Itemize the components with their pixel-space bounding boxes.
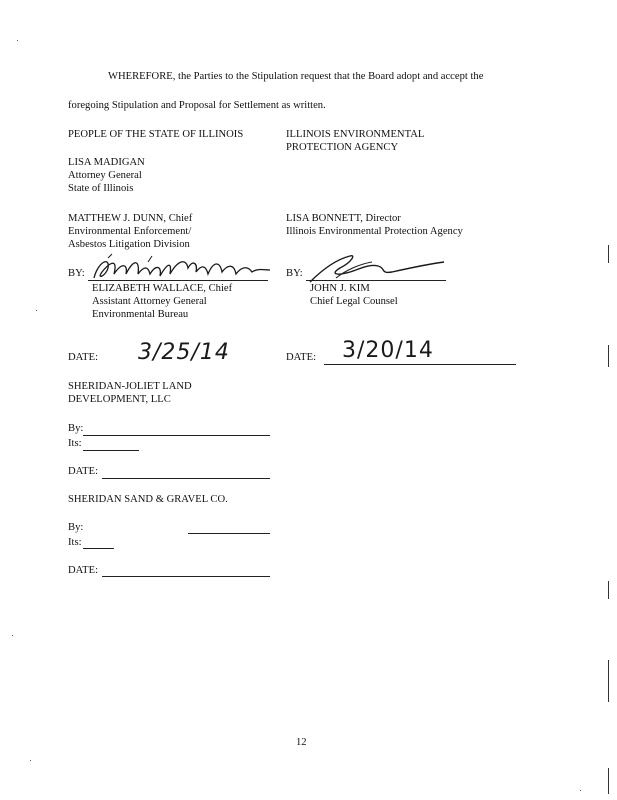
dunn-name: MATTHEW J. DUNN, Chief: [68, 213, 193, 224]
scan-mark: [608, 768, 609, 794]
wallace-signature: [88, 252, 278, 286]
date-label-right: DATE:: [286, 352, 317, 363]
ssg-date-label: DATE:: [68, 565, 99, 576]
dunn-block: [68, 213, 192, 252]
wherefore-paragraph-line1: WHEREFORE, the Parties to the Stipulation request that the Board adopt and accept the: [108, 71, 484, 82]
kim-title: Chief Legal Counsel: [310, 295, 398, 307]
ssg-its-line: [83, 548, 114, 549]
scan-speck: [580, 790, 581, 791]
scan-mark: [608, 660, 609, 702]
iepa-heading: [286, 129, 424, 155]
ag-name: LISA MADIGAN: [68, 157, 145, 168]
dunn-division-2: Asbestos Litigation Division: [68, 238, 190, 250]
date-right-value: 3/20/14: [342, 338, 434, 363]
wallace-title: Assistant Attorney General: [92, 295, 207, 307]
wallace-block: [92, 283, 232, 322]
wherefore-paragraph-line2: foregoing Stipulation and Proposal for Settlement as written.: [68, 100, 326, 111]
dunn-division: Environmental Enforcement/: [68, 225, 192, 237]
by-label-left: BY:: [68, 268, 85, 279]
bonnett-agency: Illinois Environmental Protection Agency: [286, 225, 463, 237]
date-label-left: DATE:: [68, 352, 99, 363]
sj-date-line: [102, 478, 270, 479]
kim-name: JOHN J. KIM: [310, 283, 370, 294]
scan-speck: [17, 40, 18, 41]
wallace-bureau: Environmental Bureau: [92, 308, 189, 320]
attorney-general-block: [68, 157, 145, 196]
ssg-by-line: [188, 533, 270, 534]
scan-mark: [608, 581, 609, 599]
sj-by-line: [83, 435, 270, 436]
bonnett-name: LISA BONNETT, Director: [286, 213, 401, 224]
sj-its-line: [83, 450, 139, 451]
sheridan-sand-heading: SHERIDAN SAND & GRAVEL CO.: [68, 494, 228, 505]
page-number: 12: [296, 737, 307, 748]
by-label-right: BY:: [286, 268, 303, 279]
ag-state: State of Illinois: [68, 182, 134, 194]
ssg-its-label: Its:: [68, 537, 82, 548]
sj-by-label: By:: [68, 423, 84, 434]
scan-speck: [30, 760, 31, 761]
iepa-heading-line1: ILLINOIS ENVIRONMENTAL: [286, 129, 425, 140]
kim-block: [310, 283, 398, 309]
sheridan-joliet-line2: DEVELOPMENT, LLC: [68, 393, 171, 405]
ag-title: Attorney General: [68, 169, 142, 181]
sheridan-joliet-line1: SHERIDAN-JOLIET LAND: [68, 381, 192, 392]
scan-mark: [608, 245, 609, 263]
ssg-date-line: [102, 576, 270, 577]
kim-signature: [300, 248, 450, 288]
sheridan-joliet-block: [68, 381, 192, 407]
scan-speck: [36, 310, 37, 311]
iepa-heading-line2: PROTECTION AGENCY: [286, 141, 399, 153]
scan-mark: [608, 345, 609, 367]
bonnett-block: [286, 213, 463, 239]
scan-speck: [12, 635, 13, 636]
ssg-by-label: By:: [68, 522, 84, 533]
sj-date-label: DATE:: [68, 466, 99, 477]
wallace-name: ELIZABETH WALLACE, Chief: [92, 283, 233, 294]
sj-its-label: Its:: [68, 438, 82, 449]
people-heading: PEOPLE OF THE STATE OF ILLINOIS: [68, 129, 244, 140]
date-left-value: 3/25/14: [138, 340, 230, 365]
